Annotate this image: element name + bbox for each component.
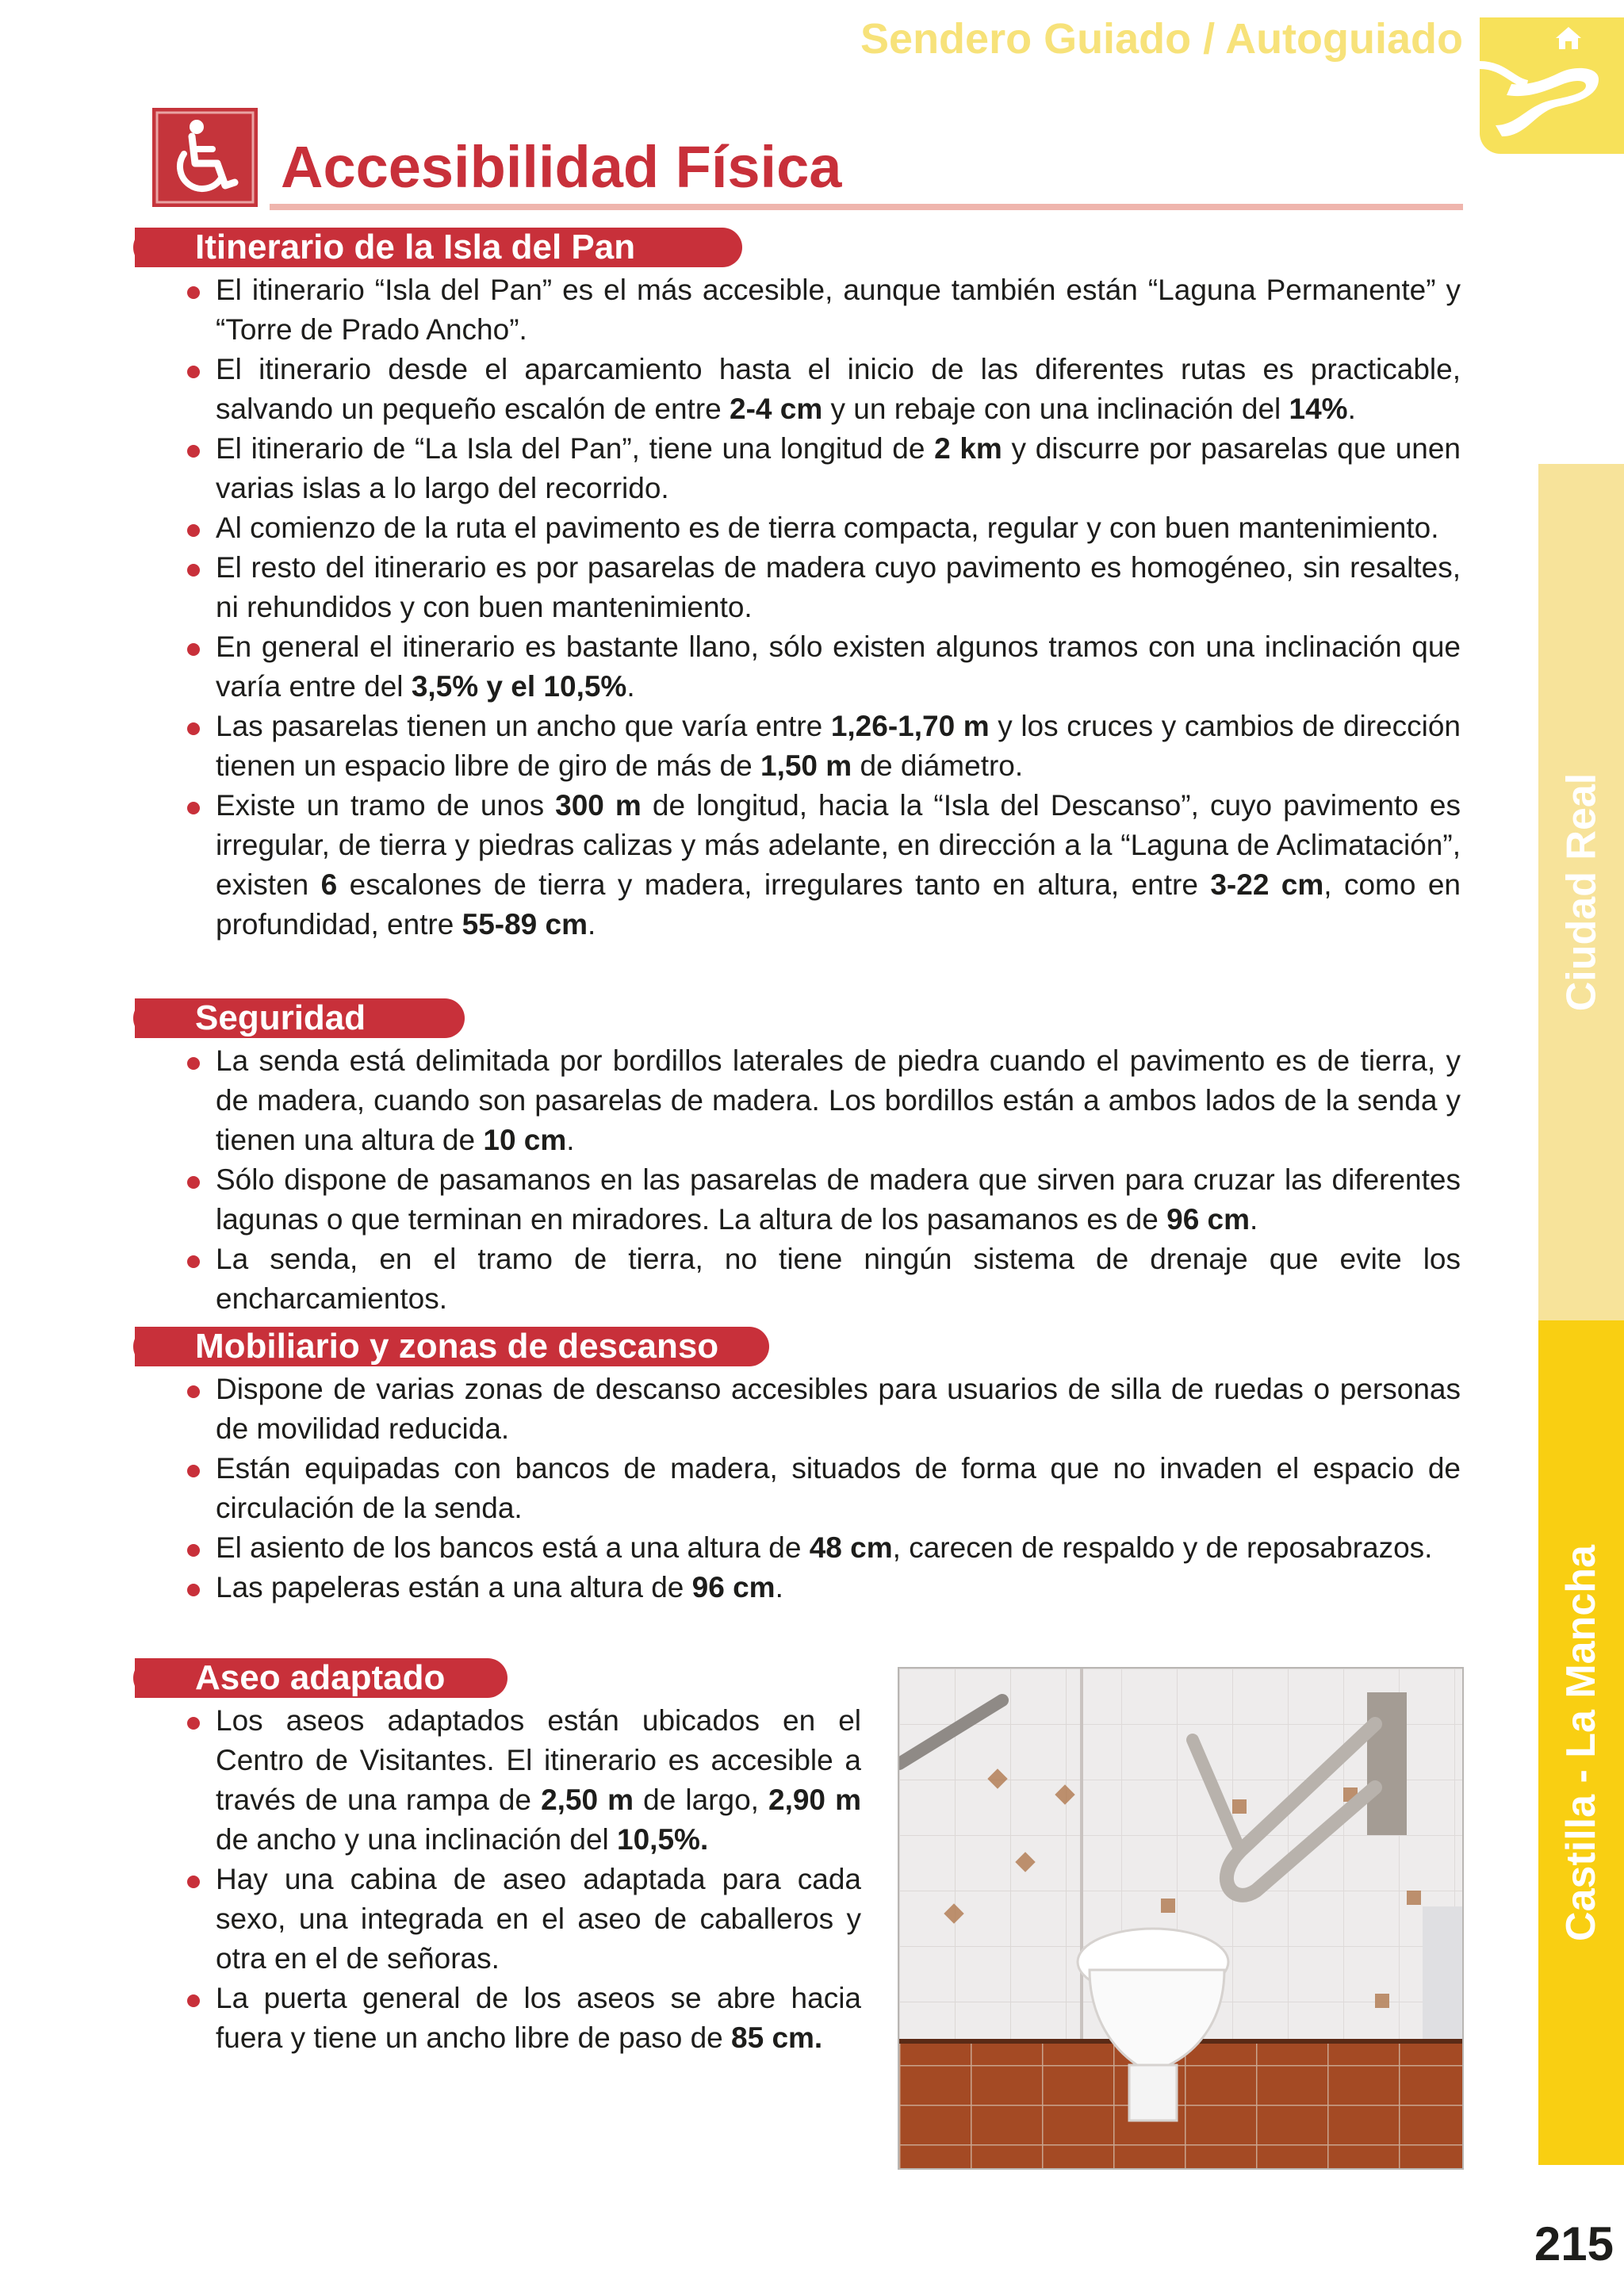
section-title: Aseo adaptado: [195, 1658, 446, 1697]
bold-value: 6: [320, 868, 338, 901]
bullet-list-mobiliario: [182, 1370, 1461, 1607]
bullet-item: [182, 627, 1461, 707]
text-run: , como en profundidad, entre: [216, 868, 1461, 941]
section-header-seguridad: [135, 998, 465, 1038]
bullet-list-itinerario: [182, 270, 1461, 945]
bold-value: 3,5% y el 10,5%: [411, 670, 627, 703]
text-run: .: [775, 1571, 783, 1604]
bold-value: 2-4 cm: [730, 393, 823, 425]
text-run: y discurre por pasarelas que unen varias islas a lo largo del recorrido.: [216, 432, 1461, 504]
bold-value: 10 cm: [483, 1124, 567, 1156]
bullet-item: [182, 350, 1461, 429]
text-run: de ancho y una inclinación del: [216, 1823, 618, 1856]
home-tab[interactable]: [1480, 17, 1624, 154]
section-header-aseo: [135, 1658, 508, 1698]
text-run: El resto del itinerario es por pasarelas de madera cuyo pavimento es homogéneo, sin resaltes, ni rehundidos y con buen mantenimiento.: [216, 551, 1461, 623]
text-run: La puerta general de los aseos se abre hacia fuera y tiene un ancho libre de paso de: [216, 1982, 861, 2054]
text-run: y los cruces y cambios de dirección tienen un espacio libre de giro de más de: [216, 710, 1461, 782]
community-label: Castilla - La Mancha: [1558, 1544, 1605, 1941]
bullet-item: [182, 1240, 1461, 1319]
bullet-item: [182, 1370, 1461, 1449]
text-run: .: [588, 908, 596, 941]
text-run: Hay una cabina de aseo adaptada para cada sexo, una integrada en el aseo de caballeros y otra en el de señoras.: [216, 1863, 861, 1975]
text-run: de largo,: [634, 1784, 768, 1816]
text-run: Las pasarelas tienen un ancho que varía entre: [216, 710, 831, 742]
bullet-item: [182, 1860, 861, 1979]
text-run: .: [1347, 393, 1356, 425]
bold-value: 1,50 m: [760, 749, 852, 782]
bullet-item: [182, 548, 1461, 627]
bold-value: 2,50 m: [541, 1784, 634, 1816]
toilet-illustration: [899, 1669, 1462, 2168]
bold-value: 96 cm: [1166, 1203, 1251, 1236]
text-run: Dispone de varias zonas de descanso accesibles para usuarios de silla de ruedas o personas de movilidad reducida.: [216, 1373, 1461, 1445]
bold-value: 55-89 cm: [462, 908, 588, 941]
bullet-item: [182, 1979, 861, 2058]
bullet-item: [182, 707, 1461, 786]
text-run: , carecen de respaldo y de reposabrazos.: [892, 1531, 1433, 1564]
home-icon[interactable]: [1480, 17, 1624, 154]
bullet-list-seguridad: [182, 1041, 1461, 1319]
text-run: En general el itinerario es bastante llano, sólo existen algunos tramos con una inclinación que varía entre del: [216, 630, 1461, 703]
section-header-mobiliario: [135, 1327, 769, 1366]
bold-value: 10,5%.: [617, 1823, 709, 1856]
bullet-item: [182, 1568, 1461, 1607]
bullet-item: [182, 508, 1461, 548]
text-run: Las papeleras están a una altura de: [216, 1571, 692, 1604]
bold-value: 14%: [1289, 393, 1348, 425]
text-run: El asiento de los bancos está a una altura de: [216, 1531, 810, 1564]
bullet-item: [182, 1701, 861, 1860]
bullet-list-aseo: [182, 1701, 861, 2058]
title-underline: [270, 204, 1463, 210]
bullet-item: [182, 1528, 1461, 1568]
text-run: de longitud, hacia la “Isla del Descanso”, cuyo pavimento es irregular, de tierra y piedras calizas y más adelante, en dirección a la “Laguna de Aclimatación”, existen: [216, 789, 1461, 901]
bold-value: 85 cm.: [731, 2021, 823, 2054]
wheelchair-icon: [152, 108, 258, 207]
text-run: El itinerario “Isla del Pan” es el más accesible, aunque también están “Laguna Permanente” y “Torre de Prado Ancho”.: [216, 274, 1461, 346]
text-run: La senda está delimitada por bordillos laterales de piedra cuando el pavimento es de tierra, y de madera, cuando son pasarelas de madera. Los bordillos están a ambos lados de la senda y tienen una altura de: [216, 1044, 1461, 1156]
section-title: Mobiliario y zonas de descanso: [195, 1327, 719, 1366]
text-run: Los aseos adaptados están ubicados en el Centro de Visitantes. El itinerario es accesible a través de una rampa de: [216, 1704, 861, 1816]
bold-value: 96 cm: [691, 1571, 776, 1604]
bold-value: 48 cm: [809, 1531, 893, 1564]
bullet-item: [182, 1160, 1461, 1240]
accessibility-logo: [152, 108, 258, 207]
page-number: 215: [1534, 2217, 1614, 2270]
text-run: Están equipadas con bancos de madera, situados de forma que no invaden el espacio de circulación de la senda.: [216, 1452, 1461, 1524]
side-tab-castilla-la-mancha: [1538, 1320, 1624, 2165]
side-tab-ciudad-real: [1538, 464, 1624, 1320]
adapted-toilet-photo: [898, 1667, 1464, 2170]
bullet-item: [182, 270, 1461, 350]
bullet-item: [182, 786, 1461, 945]
page-title: Accesibilidad Física: [281, 134, 842, 200]
bullet-item: [182, 1041, 1461, 1160]
bold-value: 1,26-1,70 m: [830, 710, 990, 742]
text-run: de diámetro.: [852, 749, 1024, 782]
region-label: Ciudad Real: [1558, 772, 1604, 1012]
section-header-itinerario: [135, 228, 742, 267]
text-run: Al comienzo de la ruta el pavimento es de tierra compacta, regular y con buen mantenimiento.: [216, 512, 1439, 544]
text-run: escalones de tierra y madera, irregulares tanto en altura, entre: [337, 868, 1211, 901]
section-title: Itinerario de la Isla del Pan: [195, 228, 636, 266]
text-run: La senda, en el tramo de tierra, no tiene ningún sistema de drenaje que evite los encharcamientos.: [216, 1243, 1461, 1315]
text-run: El itinerario desde el aparcamiento hasta el inicio de las diferentes rutas es practicable, salvando un pequeño escalón de entre: [216, 353, 1461, 425]
bold-value: 300 m: [555, 789, 642, 822]
bold-value: 2,90 m: [768, 1784, 861, 1816]
section-title: Seguridad: [195, 998, 366, 1037]
bold-value: 3-22 cm: [1210, 868, 1324, 901]
text-run: Sólo dispone de pasamanos en las pasarelas de madera que sirven para cruzar las diferentes lagunas o que terminan en miradores. La altura de los pasamanos es de: [216, 1163, 1461, 1236]
bullet-item: [182, 1449, 1461, 1528]
text-run: .: [566, 1124, 575, 1156]
text-run: .: [626, 670, 635, 703]
text-run: .: [1250, 1203, 1258, 1236]
text-run: y un rebaje con una inclinación del: [822, 393, 1289, 425]
text-run: Existe un tramo de unos: [216, 789, 556, 822]
bullet-item: [182, 429, 1461, 508]
bold-value: 2 km: [934, 432, 1002, 465]
series-header-title: Sendero Guiado / Autoguiado: [860, 15, 1463, 63]
text-run: El itinerario de “La Isla del Pan”, tiene una longitud de: [216, 432, 935, 465]
